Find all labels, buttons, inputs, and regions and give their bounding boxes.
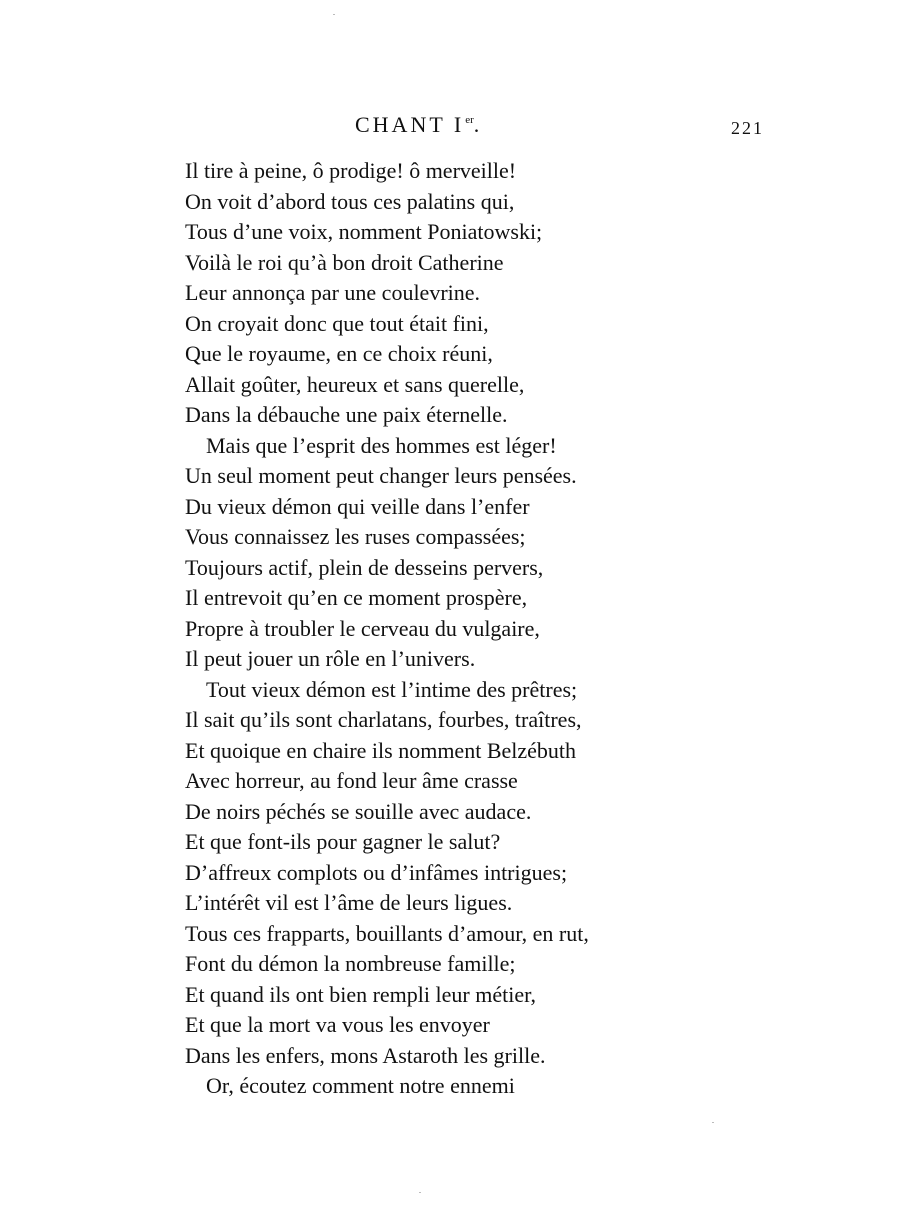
verse-line: Allait goûter, heureux et sans querelle,	[185, 371, 525, 397]
verse-line: Il peut jouer un rôle en l’univers.	[185, 646, 476, 671]
page-number: 221	[731, 118, 764, 138]
paper-speck	[419, 1192, 421, 1193]
verse-line: De noirs péchés se souille avec audace.	[185, 798, 532, 824]
chant-title-period: .	[473, 112, 483, 137]
verse-line: Leur annonça par une coulevrine.	[185, 280, 481, 305]
verse-line: Il tire à peine, ô prodige! ô merveille!	[185, 158, 517, 183]
verse-line: Tous d’une voix, nomment Poniatowski;	[185, 219, 543, 244]
verse-line: Et que la mort va vous les envoyer	[185, 1012, 490, 1037]
verse-line: Du vieux démon qui veille dans l’enfer	[185, 493, 530, 519]
poem-verses	[185, 156, 745, 1102]
verse-line: Tous ces frapparts, bouillants d’amour, en rut,	[185, 920, 589, 946]
verse-line: Il sait qu’ils sont charlatans, fourbes, traîtres,	[185, 707, 582, 732]
verse-line: Toujours actif, plein de desseins pervers,	[185, 554, 544, 580]
verse-line: Avec horreur, au fond leur âme crasse	[185, 768, 518, 793]
verse-line: Que le royaume, en ce choix réuni,	[185, 341, 493, 366]
verse-line: L’intérêt vil est l’âme de leurs ligues.	[185, 890, 513, 915]
verse-line: On croyait donc que tout était fini,	[185, 310, 489, 336]
verse-line: Et que font-ils pour gagner le salut?	[185, 829, 501, 854]
verse-line: Tout vieux démon est l’intime des prêtres;	[206, 676, 578, 702]
running-head	[0, 112, 900, 146]
verse-line: Un seul moment peut changer leurs pensées.	[185, 463, 577, 488]
paper-speck	[333, 14, 335, 15]
verse-line: Or, écoutez comment notre ennemi	[206, 1073, 515, 1098]
paper-speck	[712, 1122, 714, 1123]
verse-line: Et quoique en chaire ils nomment Belzébuth	[185, 737, 577, 763]
chant-title	[355, 112, 482, 138]
verse-line: Dans les enfers, mons Astaroth les grille.	[185, 1042, 546, 1068]
chant-title-text: CHANT I	[355, 112, 465, 137]
verse-line: Dans la débauche une paix éternelle.	[185, 402, 508, 427]
chant-title-superscript: er	[465, 114, 474, 126]
verse-line: Il entrevoit qu’en ce moment prospère,	[185, 585, 528, 610]
verse-line: D’affreux complots ou d’infâmes intrigues;	[185, 859, 568, 885]
verse-line: Voilà le roi qu’à bon droit Catherine	[185, 249, 504, 275]
verse-line: Propre à troubler le cerveau du vulgaire,	[185, 615, 540, 641]
verse-line: Et quand ils ont bien rempli leur métier,	[185, 981, 537, 1007]
verse-line: Font du démon la nombreuse famille;	[185, 951, 516, 976]
verse-line: Mais que l’esprit des hommes est léger!	[206, 432, 557, 458]
verse-line: Vous connaissez les ruses compassées;	[185, 524, 526, 549]
verse-line: On voit d’abord tous ces palatins qui,	[185, 188, 515, 214]
